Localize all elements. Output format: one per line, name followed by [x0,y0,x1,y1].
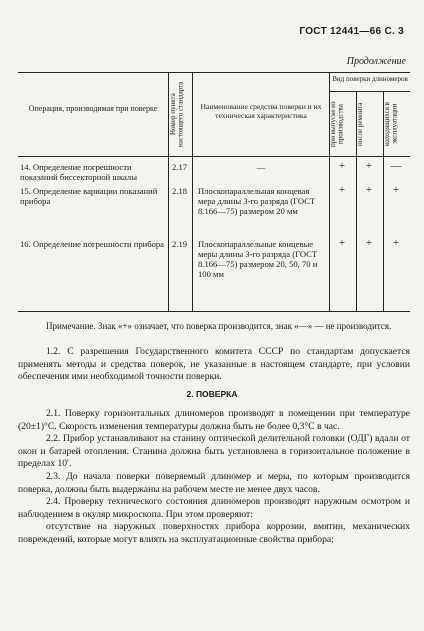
row-15-item: 2.18 [172,186,188,196]
row-16-item: 2.19 [172,239,188,249]
paragraph-2-4: 2.4. Проверку технического состояния длиномеров производят наружным осмотром и наблюдением в окуляр микроскопа. При этом проверяют: [18,496,410,520]
row-16-means: Плоскопараллельные концевые меры длины 3-го разряда (ГОСТ 8.166—75) размером 20, 50, 70 и 100 мм [198,239,318,279]
header-col-release: при выпуске из производства [329,101,345,147]
paragraph-2-4-item: отсутствие на наружных поверхностях прибора коррозии, вмятин, механических повреждений, которые могут влиять на эксплуатационные свойства прибора; [18,521,410,545]
row-14-means: — [256,162,266,172]
row-16-operation: 16. Определение погрешности прибора [20,239,164,249]
row-15-means: Плоскопараллельная концевая мера длины 3-го разряда (ГОСТ 8.166—75) размером 20 мм [198,186,316,216]
paragraph-1-2 [18,346,410,384]
header-col-repair: после ремонта [356,102,364,146]
row-15-operation: 15. Определение вариации показаний прибора [20,186,158,206]
table-subheader-rule [329,91,410,92]
row-15-mark-operation: + [392,184,400,196]
row-14-mark-operation: — [390,160,402,172]
section-2-body [18,408,410,547]
page-header: ГОСТ 12441—66 С. 3 [299,26,404,37]
row-16-mark-release: + [338,237,346,249]
paragraph-2-3: 2.3. До начала поверки поверяемый длиномер и меры, по которым производится поверка, должны быть выдержаны на рабочем месте не менее двух часов. [18,470,410,495]
row-16-mark-operation: + [392,237,400,249]
header-means: Наименование средства поверки и их техническая характеристика [200,102,322,120]
header-operation: Операция, производимая при поверке [28,104,158,113]
table-top-rule [18,72,410,73]
continuation-label: Продолжение [346,56,406,67]
header-col-operation: находящихся в эксплуатации [383,102,399,146]
table-note [18,320,410,332]
row-16-mark-repair: + [365,237,373,249]
paragraph-2-1: 2.1. Поверку горизонтальных длиномеров производят в помещении при температуре (20±1)°С. Скорость изменения температуры должна быть не более 0,3°С в час. [18,408,410,432]
row-15-mark-release: + [338,184,346,196]
note-text: Примечание. Знак «+» означает, что поверка производится, знак «—» — не производится. [46,321,392,331]
row-14-mark-repair: + [365,160,373,172]
paragraph-1-2-text: 1.2. С разрешения Государственного комитета СССР по стандартам допускается применять методы и средства поверок, не указанные в настоящем стандарте, при условии обеспечения ими необходимой точности поверки. [18,346,410,383]
row-14-item: 2.17 [172,162,188,172]
table-col-divider [192,72,193,312]
header-item-number: Номер пункта настоящего стандарта [169,81,185,147]
table-header-rule [18,156,410,157]
row-15-mark-repair: + [365,184,373,196]
paragraph-2-2: 2.2. Прибор устанавливают на станину оптической делительной головки (ОДГ) вдали от окон и батарей отопления. Станина должна быть установлена в горизонтальное положение в пределах 10′. [18,433,410,470]
table-bottom-rule [18,311,410,312]
row-14-mark-release: + [338,160,346,172]
verification-table [18,72,410,312]
header-verification-type: Вид поверки длиномеров [332,75,408,83]
section-title: 2. ПОВЕРКА [186,389,238,399]
row-14-operation: 14. Определение погрешности показаний биссекторной шкалы [20,162,137,182]
